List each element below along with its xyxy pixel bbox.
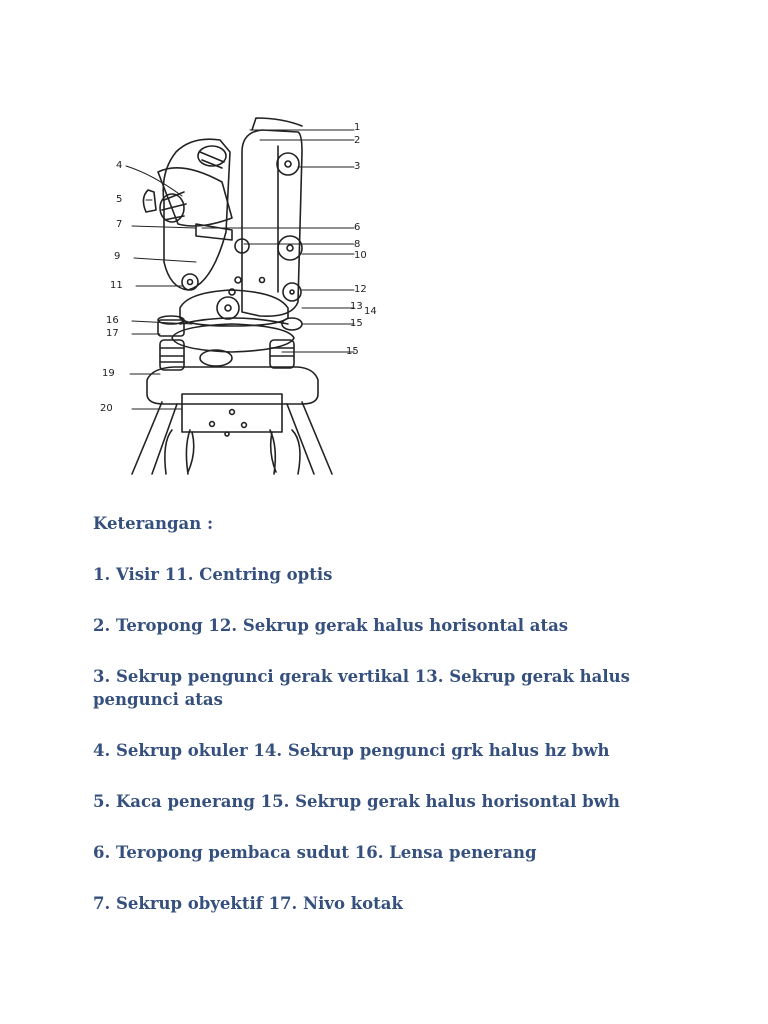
callout-13: 13 [350, 301, 363, 312]
callout-6: 6 [354, 222, 361, 233]
callout-11: 11 [110, 280, 123, 291]
callout-8: 8 [354, 239, 361, 250]
theodolite-diagram [92, 112, 382, 484]
callout-3: 3 [354, 161, 361, 172]
callout-1: 1 [354, 122, 361, 133]
callout-19: 19 [102, 368, 115, 379]
legend-item-4: 4. Sekrup okuler 14. Sekrup pengunci grk halus hz bwh [93, 741, 610, 760]
legend-item-5: 5. Kaca penerang 15. Sekrup gerak halus horisontal bwh [93, 792, 620, 811]
legend-item-7: 7. Sekrup obyektif 17. Nivo kotak [93, 894, 403, 913]
legend-item-2: 2. Teropong 12. Sekrup gerak halus horisontal atas [93, 616, 569, 635]
callout-12: 12 [354, 284, 367, 295]
callout-9: 9 [114, 251, 121, 262]
callout-17: 17 [106, 328, 119, 339]
callout-7: 7 [116, 219, 123, 230]
callout-14: 14 [364, 306, 377, 317]
callout-20: 20 [100, 403, 113, 414]
caption-heading: Keterangan : [93, 514, 214, 533]
caption-block [93, 512, 693, 943]
legend-item-1: 1. Visir 11. Centring optis [93, 565, 333, 584]
callout-4: 4 [116, 160, 123, 171]
legend-item-3: 3. Sekrup pengunci gerak vertikal 13. Sekrup gerak halus pengunci atas [93, 667, 630, 709]
callout-16: 16 [106, 315, 119, 326]
callout-5: 5 [116, 194, 123, 205]
callout-15b: 15 [346, 346, 359, 357]
callout-layer [92, 112, 382, 484]
callout-15: 15 [350, 318, 363, 329]
callout-2: 2 [354, 135, 361, 146]
callout-10: 10 [354, 250, 367, 261]
legend-item-6: 6. Teropong pembaca sudut 16. Lensa penerang [93, 843, 537, 862]
